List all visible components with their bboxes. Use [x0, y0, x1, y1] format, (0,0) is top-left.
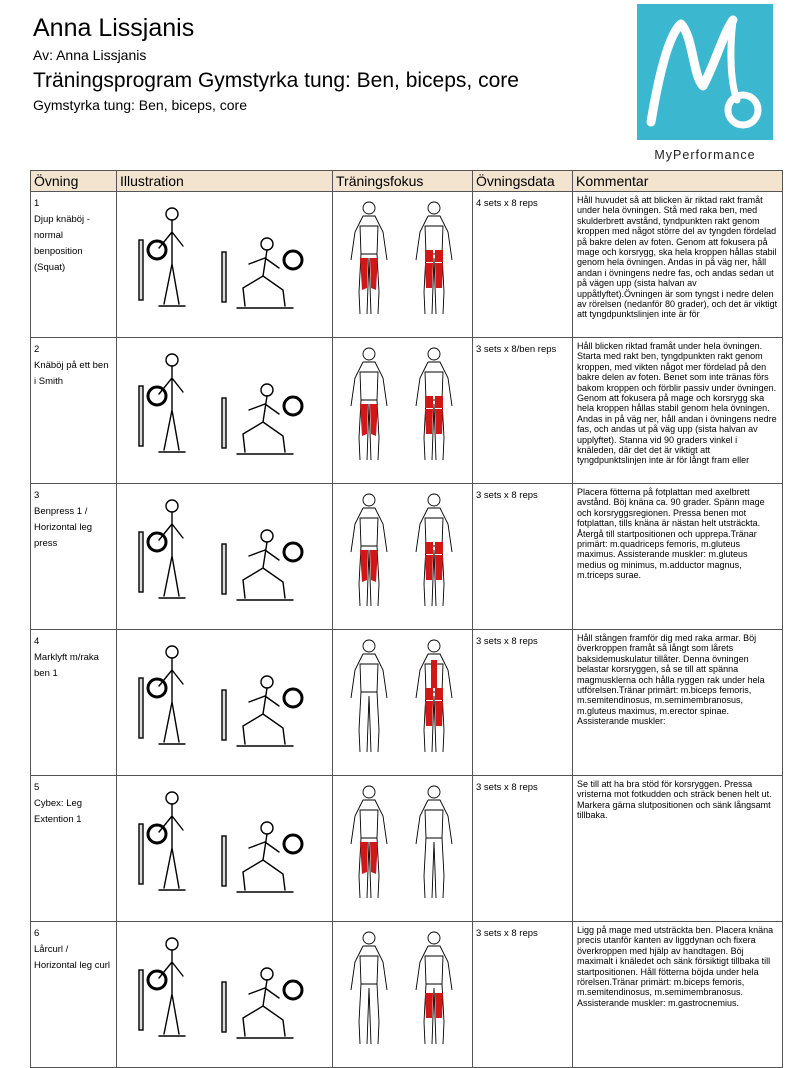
table-header-row: [31, 171, 783, 192]
exercise-figure-icon: [117, 776, 331, 908]
column-header: Övningsdata: [473, 171, 573, 192]
exercise-cell: [31, 630, 117, 776]
exercise-comment: Ligg på mage med utsträckta ben. Placera knäna precis utanför kanten av liggdynan och fixera överkroppen med hjälp av handtagen. Böj maximalt i knäledet och sänk försiktigt tillbaka till startpositionen. Håll fötterna böjda under hela rörelsen.Tränar primärt: m.biceps femoris, m.semitendinosus, m.semimembranosus. Assisterande muskler: m.gastrocnemius.: [577, 925, 774, 1008]
exercise-comment: Placera fötterna på fotplattan med axelbrett avstånd. Böj knäna ca. 90 grader. Spänn mage och korsryggsregionen. Pressa benen mot fotplattan, tills knäna är nästan helt utsträckta. Återgå till startpositionen och upprepa.Tränar primärt: m.quadriceps femoris, m.gluteus maximus. Assisterande muskler: m.gluteus medius og minimus, m.adductor magnus, m.triceps surae.: [577, 487, 765, 581]
exercise-name: Benpress 1 / Horizontal leg press: [34, 506, 93, 549]
program-title: Träningsprogram Gymstyrka tung: Ben, biceps, core: [33, 69, 519, 92]
logo-mark-icon: [637, 4, 773, 140]
training-focus: [333, 630, 473, 776]
exercise-number: 5: [34, 782, 40, 793]
exercise-figure-icon: [117, 922, 331, 1054]
training-focus: [333, 776, 473, 922]
muscle-map-icon: [333, 338, 471, 470]
exercise-comment-cell: [573, 776, 783, 922]
exercise-illustration: [117, 338, 333, 484]
myperformance-logo: [637, 4, 773, 140]
exercise-data: 3 sets x 8/ben reps: [473, 338, 573, 484]
exercise-name: Cybex: Leg Extention 1: [34, 798, 83, 825]
person-name: Anna Lissjanis: [33, 14, 195, 42]
exercise-number: 6: [34, 928, 40, 939]
table-row: [31, 630, 783, 776]
exercise-data: 3 sets x 8 reps: [473, 630, 573, 776]
exercise-comment-cell: [573, 484, 783, 630]
exercise-table: [30, 170, 783, 1068]
exercise-cell: [31, 776, 117, 922]
exercise-comment: Håll blicken riktad framåt under hela övningen. Starta med rakt ben, tyngdpunkten rakt genom kroppen, med vikten något mer fördelad på den bakre delen av foten. Benet som inte tränas förs bakom kroppen och förblir passiv under övningen. Genom att fokusera på mage och korsrygg ska hela kroppen hållas stabil genom hela övningen. Andas in på väg ner, håll andan i övningens nedre fas, och andas ut på väg upp (sista halvan av upplyftet). Stanna vid 90 graders vinkel i knäleden, där det det är viktigt att tyngdpunktslinjen inte är för långt fram eller: [577, 341, 777, 466]
table-row: [31, 922, 783, 1068]
exercise-number: 1: [34, 198, 40, 209]
exercise-comment: Håll huvudet så att blicken är riktad rakt framåt under hela övningen. Stå med raka ben, med skulderbrett avstånd, tyndpunkten rakt genom kroppen med något större del av tyngden fördelad på bakre delen av foten. Genom att fokusera på mage och korsrygg, ska hela kroppen hållas stabil genom hela övningen. Andas in på väg ner, håll andan i övningens nedre fas, och andas sedan ut på vägen upp (sista halvan av uppåtlyftet).Övningen är som tyngst i nedre delen av rörelsen (nedanför 80 grader), och det är viktigt att tyngdpunktslinjen inte är för: [577, 195, 778, 320]
exercise-name: Marklyft m/raka ben 1: [34, 652, 99, 679]
exercise-comment-cell: [573, 630, 783, 776]
exercise-illustration: [117, 922, 333, 1068]
exercise-data: 3 sets x 8 reps: [473, 922, 573, 1068]
column-header: Kommentar: [573, 171, 783, 192]
exercise-data: 3 sets x 8 reps: [473, 484, 573, 630]
exercise-figure-icon: [117, 484, 331, 616]
column-header: Illustration: [117, 171, 333, 192]
exercise-name: Djup knäböj - normal benposition (Squat): [34, 214, 90, 273]
muscle-map-icon: [333, 484, 471, 616]
exercise-cell: [31, 192, 117, 338]
muscle-map-icon: [333, 192, 471, 324]
exercise-data: 3 sets x 8 reps: [473, 776, 573, 922]
column-header: Träningsfokus: [333, 171, 473, 192]
exercise-figure-icon: [117, 192, 331, 324]
table-row: [31, 484, 783, 630]
logo-text: MyPerformance: [654, 148, 756, 162]
muscle-map-icon: [333, 922, 471, 1054]
column-header: Övning: [31, 171, 117, 192]
training-focus: [333, 922, 473, 1068]
exercise-comment: Håll stången framför dig med raka armar. Böj överkroppen framåt så långt som lårets baksidemuskulatur tillåter. Denna övningen belastar korsryggen, så se till att spänna magmusklerna och hålla ryggen rak under hela utförelsen.Tränar primärt: m.biceps femoris, m.semitendinosus, m.semimembranosus, m.gluteus maximus, m.erector spinae. Assisterande muskler:: [577, 633, 765, 727]
program-subtitle: Gymstyrka tung: Ben, biceps, core: [33, 97, 247, 113]
exercise-name: Lårcurl / Horizontal leg curl: [34, 944, 111, 971]
exercise-cell: [31, 484, 117, 630]
exercise-illustration: [117, 192, 333, 338]
muscle-map-icon: [333, 776, 471, 908]
table-row: [31, 338, 783, 484]
exercise-comment-cell: [573, 338, 783, 484]
muscle-map-icon: [333, 630, 471, 762]
author-line: Av: Anna Lissjanis: [33, 47, 147, 63]
table-row: [31, 776, 783, 922]
exercise-comment-cell: [573, 192, 783, 338]
exercise-cell: [31, 922, 117, 1068]
exercise-illustration: [117, 776, 333, 922]
exercise-number: 4: [34, 636, 40, 647]
exercise-number: 3: [34, 490, 40, 501]
table-row: [31, 192, 783, 338]
exercise-comment-cell: [573, 922, 783, 1068]
exercise-cell: [31, 338, 117, 484]
exercise-number: 2: [34, 344, 40, 355]
exercise-name: Knäböj på ett ben i Smith: [34, 360, 109, 387]
exercise-figure-icon: [117, 338, 331, 470]
training-focus: [333, 338, 473, 484]
exercise-illustration: [117, 630, 333, 776]
training-focus: [333, 484, 473, 630]
training-focus: [333, 192, 473, 338]
exercise-comment: Se till att ha bra stöd för korsryggen. Pressa vristerna mot fotkudden och sträck benen helt ut. Markera gärna slutpositionen och sänk långsamt tillbaka.: [577, 779, 772, 821]
exercise-illustration: [117, 484, 333, 630]
exercise-data: 4 sets x 8 reps: [473, 192, 573, 338]
exercise-figure-icon: [117, 630, 331, 762]
